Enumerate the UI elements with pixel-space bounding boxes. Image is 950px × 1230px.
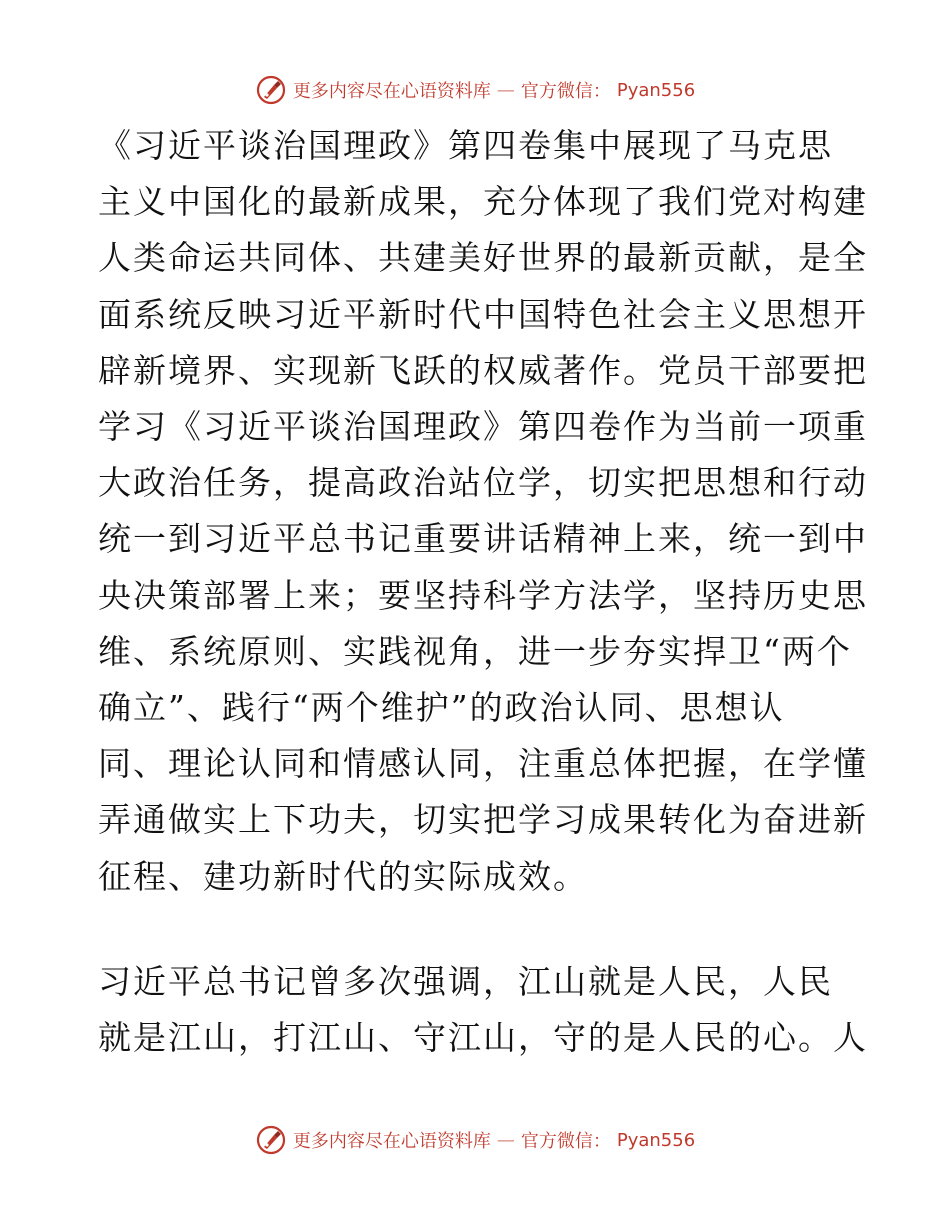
text-line: 弄通做实上下功夫，切实把学习成果转化为奋进新 <box>98 800 868 840</box>
fountain-pen-seal-icon <box>255 74 287 106</box>
text-line: 同、理论认同和情感认同，注重总体把握，在学懂 <box>98 744 868 784</box>
text-line: 面系统反映习近平新时代中国特色社会主义思想开 <box>98 294 868 334</box>
watermark-text: 更多内容尽在心语资料库 <box>292 1131 491 1152</box>
watermark-separator: — <box>496 1129 515 1151</box>
footer-watermark <box>0 1122 950 1158</box>
watermark-wechat-id: Pyan556 <box>616 1129 696 1151</box>
watermark-wechat-id: Pyan556 <box>616 79 696 101</box>
text-line: 《习近平谈治国理政》第四卷集中展现了马克思 <box>98 126 833 165</box>
header-watermark <box>0 72 950 108</box>
text-line: 统一到习近平总书记重要讲话精神上来，统一到中 <box>98 519 868 559</box>
watermark-wechat-label: 官方微信： <box>520 81 611 102</box>
fountain-pen-seal-icon <box>255 1124 287 1156</box>
watermark-text: 更多内容尽在心语资料库 <box>292 81 491 102</box>
text-line: 人类命运共同体、共建美好世界的最新贡献，是全 <box>98 238 868 278</box>
watermark-separator: — <box>496 79 515 101</box>
text-line: 征程、建功新时代的实际成效。 <box>98 856 588 896</box>
text-line: 大政治任务，提高政治站位学，切实把思想和行动 <box>98 463 868 503</box>
text-line: 主义中国化的最新成果，充分体现了我们党对构建 <box>98 182 868 222</box>
watermark-wechat-label: 官方微信： <box>520 1131 611 1152</box>
text-line: 习近平总书记曾多次强调，江山就是人民，人民 <box>98 962 833 1001</box>
text-line: 就是江山，打江山、守江山，守的是人民的心。人 <box>98 1018 868 1058</box>
text-line: 维、系统原则、实践视角，进一步夯实捍卫“两个 <box>98 631 852 671</box>
text-line: 确立”、践行“两个维护”的政治认同、思想认 <box>98 688 785 728</box>
text-line: 辟新境界、实现新飞跃的权威著作。党员干部要把 <box>98 350 868 390</box>
text-line: 央决策部署上来；要坚持科学方法学，坚持历史思 <box>98 575 868 615</box>
text-line: 学习《习近平谈治国理政》第四卷作为当前一项重 <box>98 407 868 447</box>
body-paragraph-1 <box>98 118 868 905</box>
body-paragraph-2 <box>98 954 868 1066</box>
